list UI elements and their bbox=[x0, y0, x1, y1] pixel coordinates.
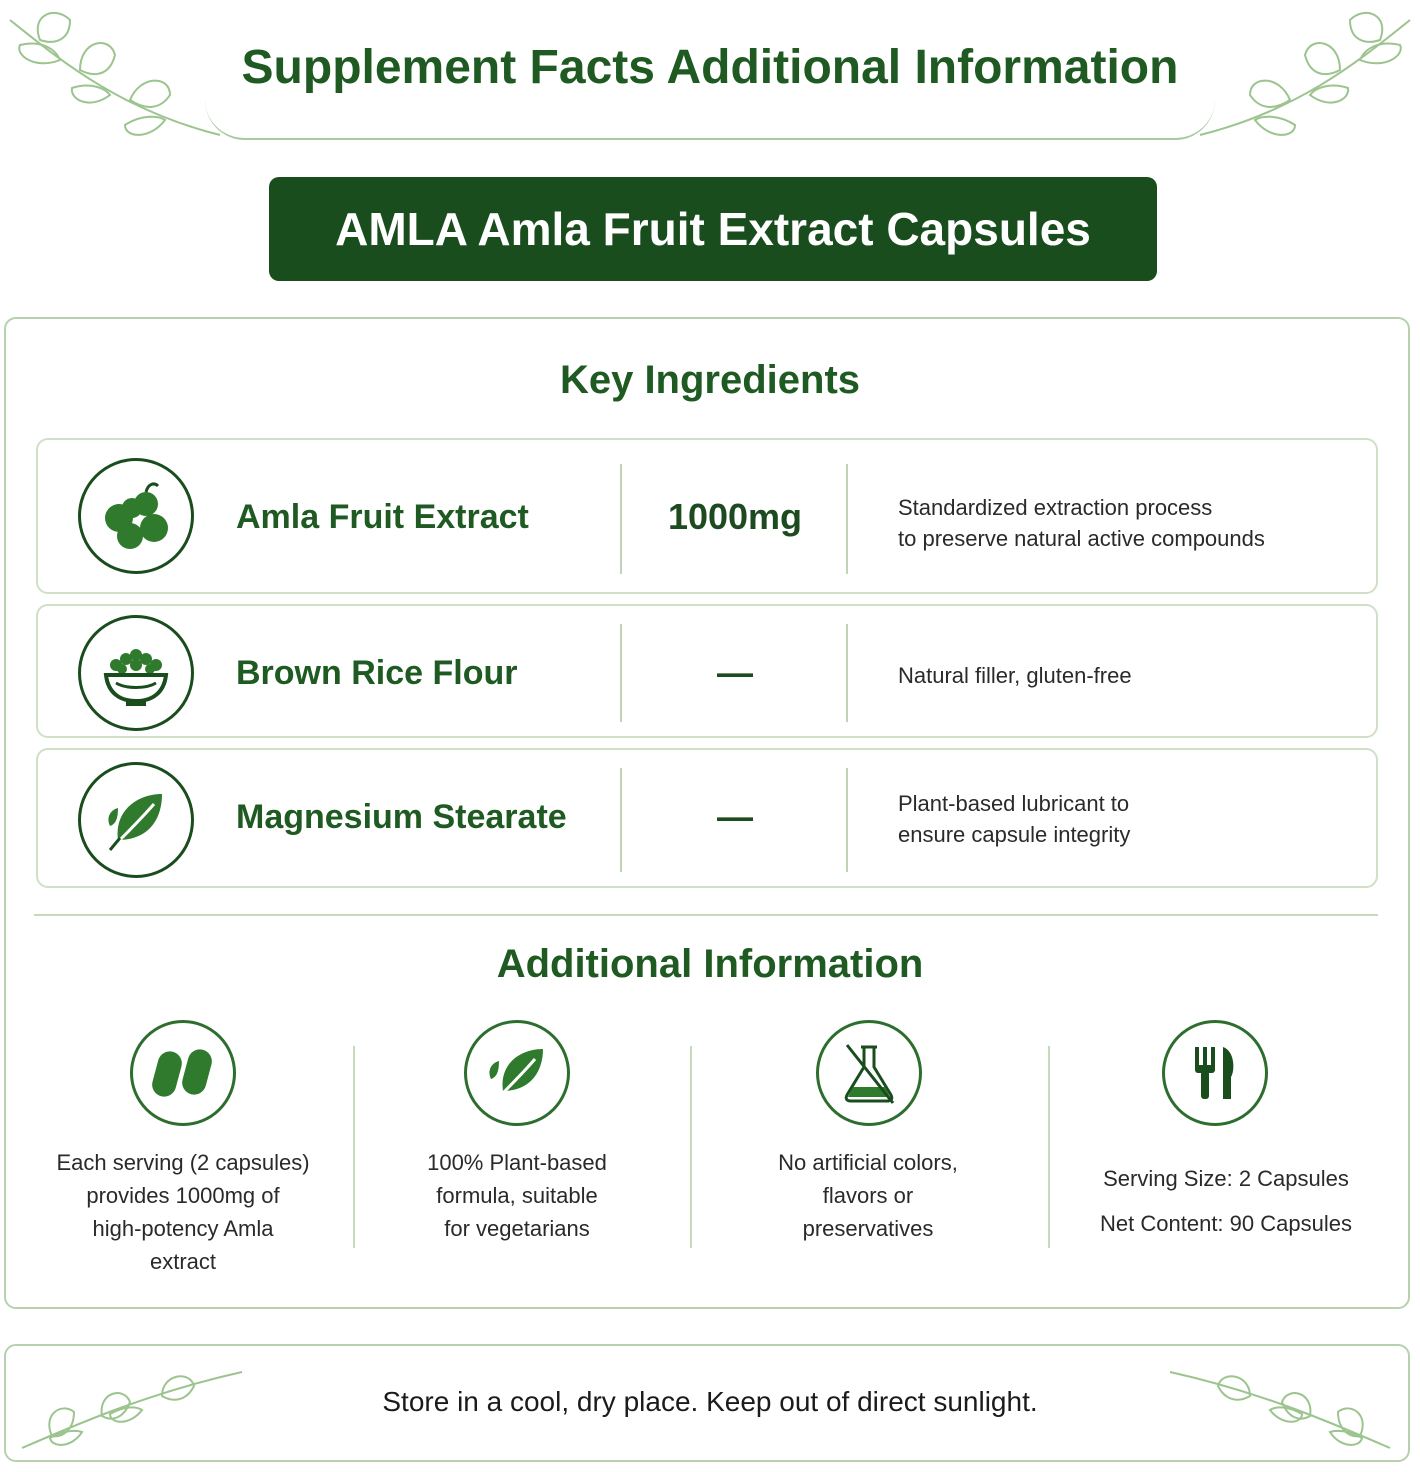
info-text bbox=[28, 1146, 338, 1278]
no-chemicals-flask-icon bbox=[816, 1020, 922, 1126]
description-line: Plant-based lubricant to bbox=[898, 791, 1130, 816]
key-ingredients-title: Key Ingredients bbox=[559, 358, 861, 402]
additional-information-title: Additional Information bbox=[496, 942, 924, 986]
leaf-icon bbox=[78, 762, 194, 878]
rice-bowl-icon bbox=[78, 615, 194, 731]
info-line: 100% Plant-based bbox=[427, 1150, 607, 1175]
ingredient-amount: — bbox=[717, 652, 753, 693]
description-line: to preserve natural active compounds bbox=[898, 526, 1265, 551]
column-divider bbox=[846, 768, 848, 872]
info-line: formula, suitable bbox=[436, 1183, 598, 1208]
ingredient-amount: — bbox=[717, 796, 753, 837]
info-text bbox=[370, 1146, 664, 1245]
page-title: Supplement Facts Additional Information bbox=[241, 41, 1179, 94]
ingredient-name: Brown Rice Flour bbox=[236, 654, 518, 692]
ingredient-name: Magnesium Stearate bbox=[236, 798, 567, 836]
serving-info bbox=[1066, 1156, 1386, 1246]
ingredient-row bbox=[36, 604, 1378, 738]
column-divider bbox=[353, 1046, 355, 1248]
info-line: No artificial colors, bbox=[778, 1150, 958, 1175]
section-divider bbox=[34, 914, 1378, 916]
serving-size: Serving Size: 2 Capsules bbox=[1103, 1166, 1349, 1191]
capsules-icon bbox=[130, 1020, 236, 1126]
column-divider bbox=[846, 464, 848, 574]
amla-berries-icon bbox=[78, 458, 194, 574]
column-divider bbox=[1048, 1046, 1050, 1248]
column-divider bbox=[690, 1046, 692, 1248]
info-line: for vegetarians bbox=[444, 1216, 590, 1241]
ingredient-description bbox=[898, 492, 1368, 554]
description-line: Natural filler, gluten-free bbox=[898, 663, 1132, 688]
info-line: extract bbox=[149, 1249, 217, 1274]
fork-knife-icon bbox=[1162, 1020, 1268, 1126]
storage-instructions: Store in a cool, dry place. Keep out of direct sunlight. bbox=[382, 1386, 1038, 1417]
ingredient-description bbox=[898, 660, 1368, 691]
info-line: provides 1000mg of bbox=[86, 1183, 280, 1208]
info-line: high-potency Amla bbox=[92, 1216, 274, 1241]
info-line: preservatives bbox=[802, 1216, 934, 1241]
ingredient-description bbox=[898, 788, 1368, 850]
plant-leaf-icon bbox=[464, 1020, 570, 1126]
description-line: ensure capsule integrity bbox=[898, 822, 1131, 847]
ingredient-row bbox=[36, 748, 1378, 888]
info-line: Each serving (2 capsules) bbox=[56, 1150, 310, 1175]
info-text bbox=[718, 1146, 1018, 1245]
net-content: Net Content: 90 Capsules bbox=[1100, 1211, 1352, 1236]
product-name: AMLA Amla Fruit Extract Capsules bbox=[335, 203, 1091, 255]
ingredient-name: Amla Fruit Extract bbox=[236, 498, 529, 536]
column-divider bbox=[846, 624, 848, 722]
ingredient-amount: 1000mg bbox=[667, 496, 803, 537]
info-line: flavors or bbox=[822, 1183, 914, 1208]
description-line: Standardized extraction process bbox=[898, 495, 1213, 520]
product-name-banner bbox=[269, 177, 1157, 281]
ingredient-row bbox=[36, 438, 1378, 594]
